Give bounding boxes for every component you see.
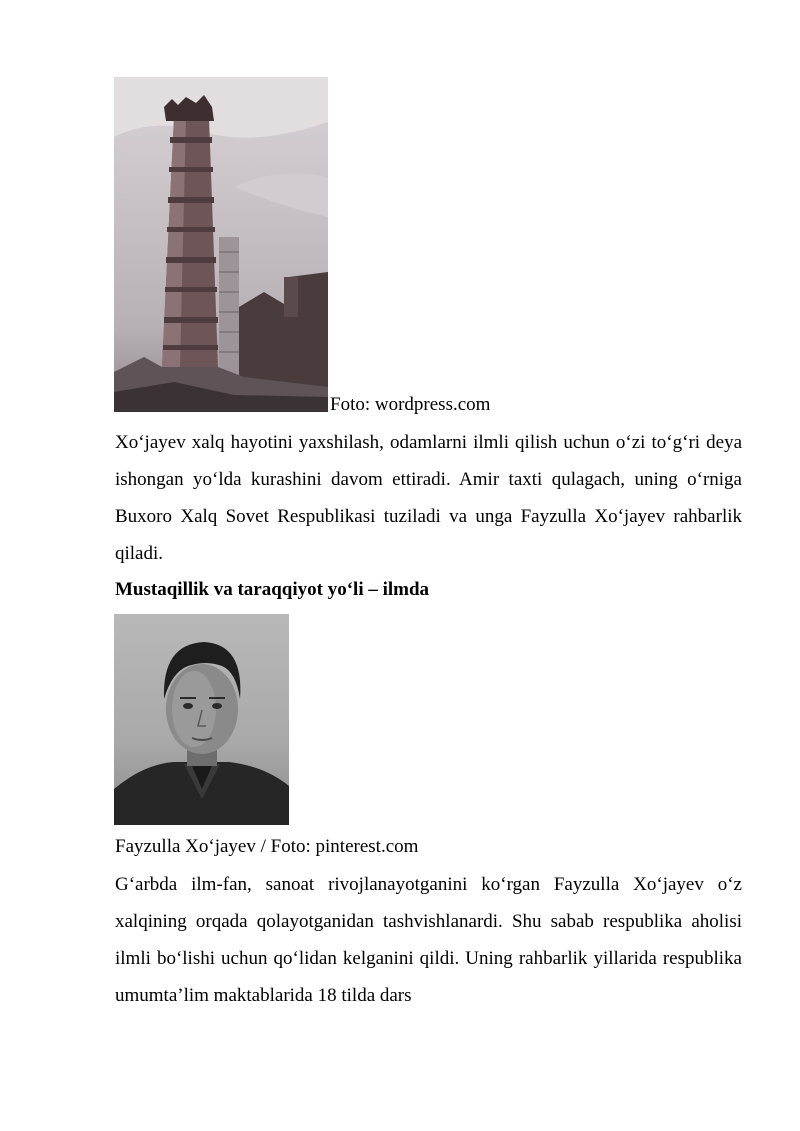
portrait-illustration <box>114 614 289 825</box>
photo-caption-2: Fayzulla Xo‘jayev / Foto: pinterest.com <box>115 836 419 857</box>
minaret-photo <box>114 77 328 412</box>
portrait-photo <box>114 614 289 825</box>
body-paragraph-2: G‘arbda ilm-fan, sanoat rivojlanayotganini ko‘rgan Fayzulla Xo‘jayev o‘z xalqining orqada qolayotganidan tashvishlanardi. Shu sabab respublika aholisi ilmli bo‘lishi uchun qo‘lidan kelganini qildi. Uning rahbarlik yillarida respublika umumta’lim maktablarida 18 tilda dars <box>115 874 742 1006</box>
minaret-illustration <box>114 77 328 412</box>
photo-caption-1: Foto: wordpress.com <box>330 394 491 415</box>
section-heading: Mustaqillik va taraqqiyot yo‘li – ilmda <box>115 579 430 600</box>
body-paragraph-1: Xo‘jayev xalq hayotini yaxshilash, odamlarni ilmli qilish uchun o‘zi to‘g‘ri deya ishongan yo‘lda kurashini davom ettiradi. Amir taxti qulagach, uning o‘rniga Buxoro Xalq Sovet Respublikasi tuziladi va unga Fayzulla Xo‘jayev rahbarlik qiladi. <box>115 432 742 564</box>
